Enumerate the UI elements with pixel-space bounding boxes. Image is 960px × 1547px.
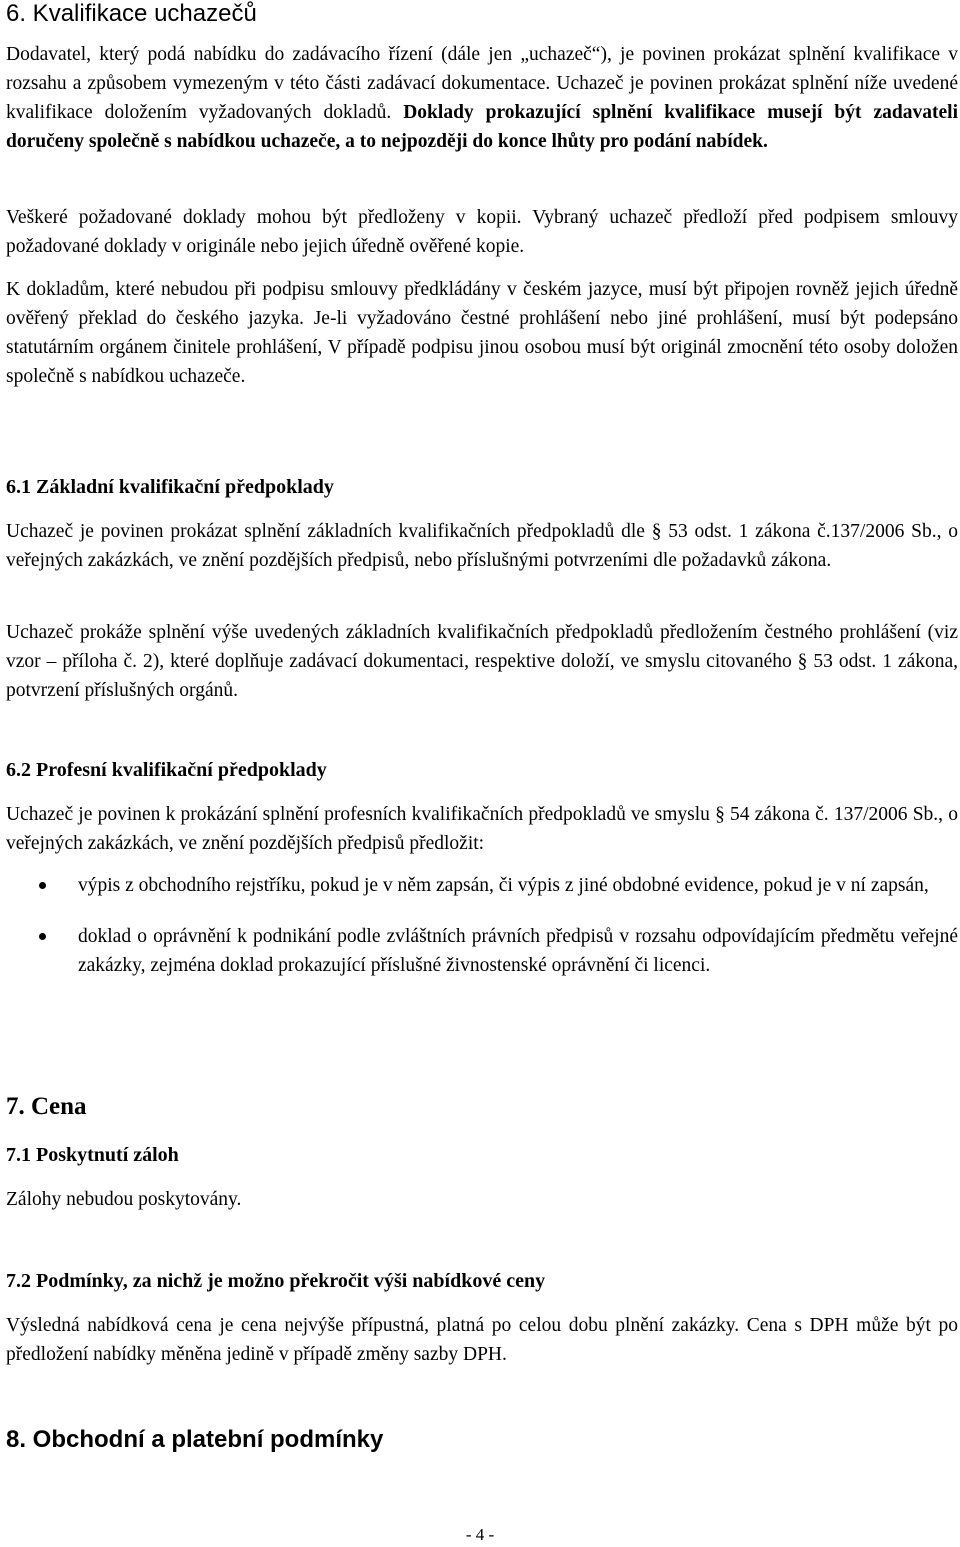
- section-6-paragraph-1: [6, 40, 958, 156]
- section-6-1-paragraph-1: Uchazeč je povinen prokázat splnění základních kvalifikačních předpokladů dle § 53 odst. 1 zákona č.137/2006 Sb., o veřejných zakázkách, ve znění pozdějších předpisů, nebo příslušnými potvrzeními dle požadavků zákona.: [6, 521, 958, 571]
- section-7-heading: 7. Cena: [6, 1093, 87, 1120]
- section-7-1-text: Zálohy nebudou poskytovány.: [6, 1189, 242, 1210]
- section-8-heading: 8. Obchodní a platební podmínky: [6, 1426, 384, 1453]
- bullet-icon: [39, 933, 46, 940]
- section-6-paragraph-1-text: Dodavatel, který podá nabídku do zadávacího řízení (dále jen „uchazeč“), je povinen prokázat splnění kvalifikace v rozsahu a způsobem vymezeným v této části zadávací dokumentace. Uchazeč je povinen prokázat splnění níže uvedené kvalifikace doložením vyžadovaných dokladů.: [6, 44, 958, 123]
- bullet-icon: [39, 882, 46, 889]
- section-7-2-text: Výsledná nabídková cena je cena nejvýše přípustná, platná po celou dobu plnění zakázky. Cena s DPH může být po předložení nabídky měněna jedině v případě změny sazby DPH.: [6, 1315, 958, 1365]
- section-6-paragraph-1-bold: Doklady prokazující splnění kvalifikace musejí být zadavateli doručeny společně s nabídkou uchazeče, a to nejpozději do konce lhůty pro podání nabídek.: [6, 102, 958, 152]
- section-6-1-heading: 6.1 Základní kvalifikační předpoklady: [6, 476, 334, 498]
- list-item-text: výpis z obchodního rejstříku, pokud je v něm zapsán, či výpis z jiné obdobné evidence, pokud je v ní zapsán,: [78, 875, 929, 896]
- list-item: [6, 922, 958, 980]
- section-6-paragraph-3: K dokladům, které nebudou při podpisu smlouvy předkládány v českém jazyce, musí být připojen rovněž jejich úředně ověřený překlad do českého jazyka. Je-li vyžadováno čestné prohlášení nebo jiné prohlášení, musí být podepsáno statutárním orgánem činitele prohlášení, V případě podpisu jinou osobou musí být originál zmocnění této osoby doložen společně s nabídkou uchazeče.: [6, 279, 958, 387]
- section-6-2-paragraph-1: Uchazeč je povinen k prokázání splnění profesních kvalifikačních předpokladů ve smyslu § 54 zákona č. 137/2006 Sb., o veřejných zakázkách, ve znění pozdějších předpisů předložit:: [6, 804, 958, 854]
- section-7-1-heading: 7.1 Poskytnutí záloh: [6, 1144, 179, 1166]
- section-7-2-heading: 7.2 Podmínky, za nichž je možno překročit výši nabídkové ceny: [6, 1270, 546, 1292]
- section-6-heading: 6. Kvalifikace uchazečů: [6, 0, 257, 27]
- list-item-text: doklad o oprávnění k podnikání podle zvláštních právních předpisů v rozsahu odpovídajícím předmětu veřejné zakázky, zejména doklad prokazující příslušné živnostenské oprávnění či licenci.: [78, 926, 958, 976]
- qualification-documents-list: [6, 871, 958, 980]
- page-number: - 4 -: [465, 1525, 495, 1544]
- section-6-paragraph-2: Veškeré požadované doklady mohou být předloženy v kopii. Vybraný uchazeč předloží před podpisem smlouvy požadované doklady v originále nebo jejich úředně ověřené kopie.: [6, 207, 958, 257]
- section-6-1-paragraph-2: Uchazeč prokáže splnění výše uvedených základních kvalifikačních předpokladů předložením čestného prohlášení (viz vzor – příloha č. 2), které doplňuje zadávací dokumentaci, respektive doloží, ve smyslu citovaného § 53 odst. 1 zákona, potvrzení příslušných orgánů.: [6, 622, 958, 701]
- list-item: [6, 871, 958, 900]
- section-6-2-heading: 6.2 Profesní kvalifikační předpoklady: [6, 759, 327, 781]
